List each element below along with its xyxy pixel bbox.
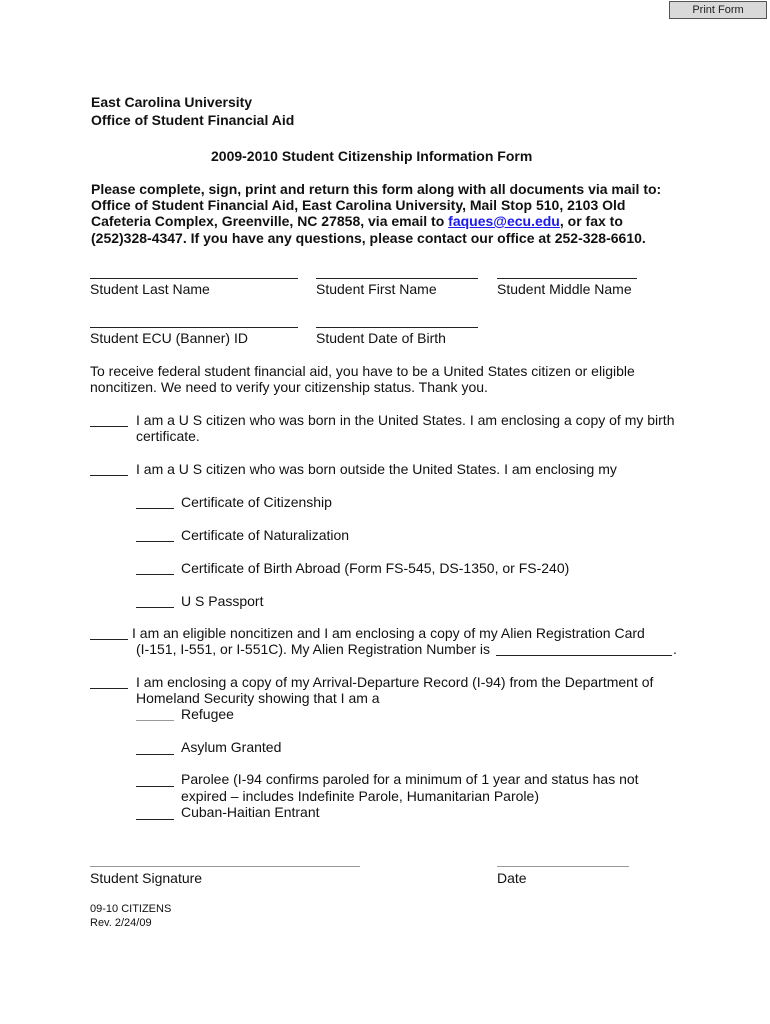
naturalization-cert-label: Certificate of Naturalization: [181, 527, 350, 543]
instructions-line-1: Please complete, sign, print and return this form along with all documents via mail to:: [91, 181, 662, 197]
arrival-line-1: I am enclosing a copy of my Arrival-Departure Record (I-94) from the Department of: [136, 674, 654, 690]
print-form-button[interactable]: Print Form: [669, 1, 767, 19]
arrival-departure-checkline[interactable]: [90, 688, 128, 689]
arrival-line-2: Homeland Security showing that I am a: [136, 690, 380, 706]
signature-field[interactable]: [90, 866, 360, 867]
noncitizen-period: .: [673, 641, 677, 657]
ecu-id-label: Student ECU (Banner) ID: [90, 330, 248, 346]
birth-abroad-checkline[interactable]: [136, 574, 174, 575]
instructions-line-3-suffix: , or fax to: [559, 213, 623, 229]
middle-name-field[interactable]: [497, 278, 637, 279]
refugee-label: Refugee: [181, 706, 234, 722]
cuban-haitian-checkline[interactable]: [136, 819, 174, 820]
middle-name-label: Student Middle Name: [497, 281, 632, 297]
ecu-id-field[interactable]: [90, 327, 298, 328]
asylum-checkline[interactable]: [136, 754, 174, 755]
citizenship-cert-checkline[interactable]: [136, 508, 174, 509]
passport-checkline[interactable]: [136, 607, 174, 608]
noncitizen-line-2: (I-151, I-551, or I-551C). My Alien Registration Number is: [136, 641, 491, 657]
instructions-line-2: Office of Student Financial Aid, East Carolina University, Mail Stop 510, 2103 Old: [91, 197, 626, 213]
email-link[interactable]: faques@ecu.edu: [448, 213, 560, 229]
dob-field[interactable]: [316, 327, 478, 328]
date-field[interactable]: [497, 866, 629, 867]
office-name: Office of Student Financial Aid: [91, 112, 295, 128]
form-code: 09-10 CITIZENS: [90, 903, 172, 915]
us-born-line-2: certificate.: [136, 428, 200, 444]
us-born-line-1: I am a U S citizen who was born in the United States. I am enclosing a copy of my birth: [136, 412, 675, 428]
form-title: 2009-2010 Student Citizenship Information Form: [211, 148, 533, 164]
intro-line-2: noncitizen. We need to verify your citizenship status. Thank you.: [90, 379, 488, 395]
dob-label: Student Date of Birth: [316, 330, 446, 346]
us-born-checkline[interactable]: [90, 426, 128, 427]
naturalization-cert-checkline[interactable]: [136, 541, 174, 542]
revision-date: Rev. 2/24/09: [90, 917, 152, 929]
last-name-field[interactable]: [90, 278, 298, 279]
noncitizen-checkline[interactable]: [90, 639, 128, 640]
parolee-checkline[interactable]: [136, 786, 174, 787]
first-name-field[interactable]: [316, 278, 478, 279]
refugee-checkline[interactable]: [136, 720, 174, 721]
first-name-label: Student First Name: [316, 281, 437, 297]
intro-line-1: To receive federal student financial aid, you have to be a United States citizen or eligible: [90, 363, 635, 379]
instructions-line-3-prefix: Cafeteria Complex, Greenville, NC 27858, via email to: [91, 213, 449, 229]
university-name: East Carolina University: [91, 94, 253, 110]
alien-registration-number-field[interactable]: [496, 655, 672, 656]
passport-label: U S Passport: [181, 593, 264, 609]
date-label: Date: [497, 870, 527, 886]
cuban-haitian-label: Cuban-Haitian Entrant: [181, 804, 320, 820]
signature-label: Student Signature: [90, 870, 203, 886]
asylum-label: Asylum Granted: [181, 739, 282, 755]
birth-abroad-label: Certificate of Birth Abroad (Form FS-545, DS-1350, or FS-240): [181, 560, 570, 576]
outside-born-text: I am a U S citizen who was born outside the United States. I am enclosing my: [136, 461, 617, 477]
citizenship-cert-label: Certificate of Citizenship: [181, 494, 332, 510]
noncitizen-line-1: I am an eligible noncitizen and I am enclosing a copy of my Alien Registration Card: [132, 625, 645, 641]
parolee-line-2: expired – includes Indefinite Parole, Humanitarian Parole): [181, 788, 539, 804]
parolee-line-1: Parolee (I-94 confirms paroled for a minimum of 1 year and status has not: [181, 771, 639, 787]
instructions-line-3: [91, 213, 623, 229]
instructions-line-4: (252)328-4347. If you have any questions, please contact our office at 252-328-6610.: [91, 230, 646, 246]
outside-born-checkline[interactable]: [90, 475, 128, 476]
last-name-label: Student Last Name: [90, 281, 210, 297]
